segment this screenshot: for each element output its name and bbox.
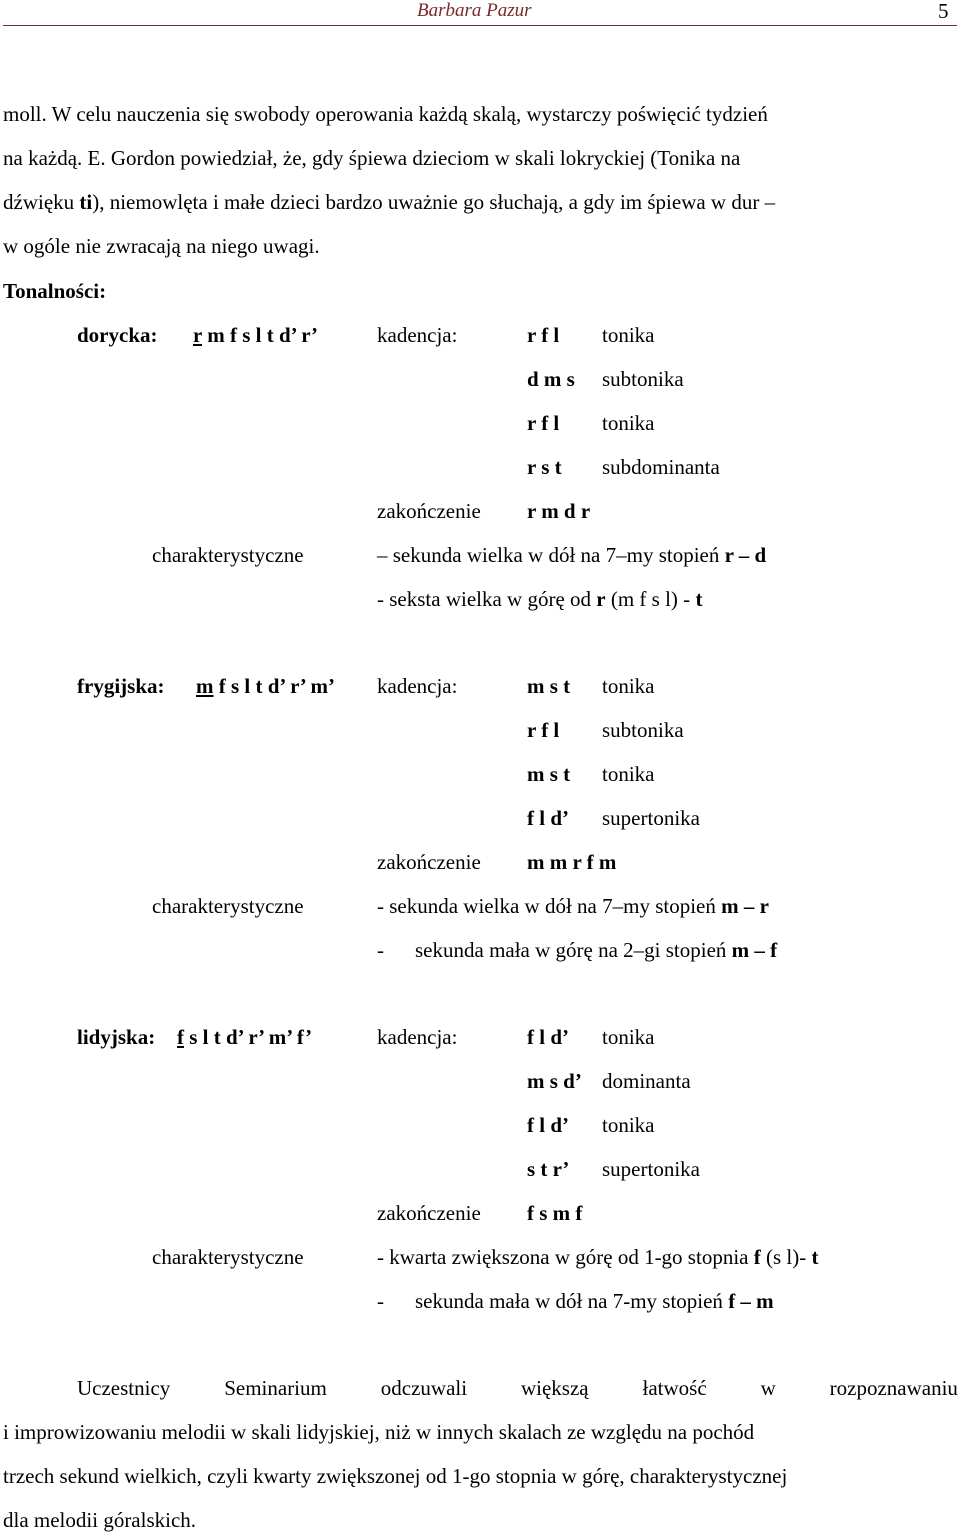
- intro-line-3-start: dźwięku: [3, 190, 80, 214]
- cadence-function: subtonika: [602, 367, 684, 391]
- ending-notes: r m d r: [527, 499, 591, 523]
- cadence-function: tonika: [602, 1113, 655, 1137]
- cadence-function: dominanta: [602, 1069, 691, 1093]
- characteristic-1: [377, 1247, 818, 1268]
- ending-notes: m m r f m: [527, 850, 617, 874]
- header-rule: [3, 25, 957, 26]
- word: Uczestnicy: [77, 1376, 171, 1400]
- closing-line-2: i improwizowaniu melodii w skali lidyjskiej, niż w innych skalach ze względu na pochód: [3, 1420, 755, 1444]
- zakonczenie-label: zakończenie: [377, 850, 481, 874]
- cadence-notes: r f l: [527, 718, 560, 742]
- closing-line-3: trzech sekund wielkich, czyli kwarty zwiększonej od 1-go stopnia w górę, charakterystycznej: [3, 1464, 788, 1488]
- scale-first-note: f: [177, 1025, 184, 1049]
- characteristic-text: sekunda mała w górę na 2–gi stopień: [415, 938, 732, 962]
- cadence-notes: r s t: [527, 455, 562, 479]
- closing-line-4: dla melodii góralskich.: [3, 1508, 197, 1532]
- characteristic-notes: r: [596, 587, 606, 611]
- word: w: [760, 1376, 776, 1400]
- cadence-notes: f l d’: [527, 1025, 569, 1049]
- zakonczenie-label: zakończenie: [377, 499, 481, 523]
- ending-notes: f s m f: [527, 1201, 583, 1225]
- word: Seminarium: [224, 1376, 327, 1400]
- word: rozpoznawaniu: [829, 1376, 958, 1400]
- mode-phrygian-name: frygijska:: [77, 674, 165, 698]
- header-author: Barbara Pazur: [417, 0, 532, 21]
- characteristic-notes: t: [811, 1245, 819, 1269]
- closing-line-1: [77, 1378, 958, 1399]
- intro-line-4: w ogóle nie zwracają na niego uwagi.: [3, 234, 320, 258]
- mode-dorian-scale: [193, 325, 318, 346]
- characteristic-text: - kwarta zwiększona w górę od 1-go stopnia: [377, 1245, 754, 1269]
- cadence-notes: m s t: [527, 762, 571, 786]
- characteristic-2: [377, 589, 702, 610]
- kadencja-label: kadencja:: [377, 1025, 458, 1049]
- scale-rest: f s l t d’ r’ m’: [213, 674, 335, 698]
- cadence-function: tonika: [602, 323, 655, 347]
- zakonczenie-label: zakończenie: [377, 1201, 481, 1225]
- mode-phrygian-scale: [196, 676, 335, 697]
- characteristic-text: sekunda mała w dół na 7-my stopień: [415, 1289, 729, 1313]
- cadence-function: tonika: [602, 411, 655, 435]
- characteristic-text: - sekunda wielka w dół na 7–my stopień: [377, 894, 722, 918]
- characteristic-2: [415, 940, 777, 961]
- characteristic-notes: m – r: [721, 894, 769, 918]
- cadence-function: tonika: [602, 762, 655, 786]
- cadence-notes: f l d’: [527, 1113, 569, 1137]
- cadence-notes: r f l: [527, 411, 560, 435]
- mode-lydian-scale: [177, 1027, 312, 1048]
- page-number: 5: [938, 0, 949, 23]
- ti-note: ti: [79, 190, 93, 214]
- cadence-notes: m s d’: [527, 1069, 582, 1093]
- cadence-function: tonika: [602, 674, 655, 698]
- intro-line-3: [3, 192, 775, 213]
- cadence-notes: r f l: [527, 323, 560, 347]
- intro-line-2: na każdą. E. Gordon powiedział, że, gdy śpiewa dzieciom w skali lokryckiej (Tonika na: [3, 146, 741, 170]
- kadencja-label: kadencja:: [377, 323, 458, 347]
- characteristic-text: (s l)-: [760, 1245, 812, 1269]
- characteristic-notes: t: [695, 587, 703, 611]
- word: łatwość: [642, 1376, 707, 1400]
- characteristic-notes: m – f: [731, 938, 778, 962]
- cadence-function: subtonika: [602, 718, 684, 742]
- cadence-function: supertonika: [602, 1157, 700, 1181]
- cadence-notes: d m s: [527, 367, 575, 391]
- characteristic-2-dash: -: [377, 1289, 384, 1313]
- cadence-function: tonika: [602, 1025, 655, 1049]
- page-header: [0, 0, 960, 26]
- charakterystyczne-label: charakterystyczne: [152, 543, 304, 567]
- intro-line-1: moll. W celu nauczenia się swobody operowania każdą skalą, wystarczy poświęcić tydzień: [3, 102, 768, 126]
- charakterystyczne-label: charakterystyczne: [152, 1245, 304, 1269]
- scale-first-note: m: [196, 674, 214, 698]
- characteristic-notes: r – d: [724, 543, 767, 567]
- word: odczuwali: [380, 1376, 468, 1400]
- scale-rest: s l t d’ r’ m’ f’: [184, 1025, 313, 1049]
- cadence-notes: f l d’: [527, 806, 569, 830]
- cadence-function: supertonika: [602, 806, 700, 830]
- characteristic-1: [377, 545, 766, 566]
- mode-lydian-name: lidyjska:: [77, 1025, 156, 1049]
- characteristic-text: - seksta wielka w górę od: [377, 587, 597, 611]
- characteristic-text: – sekunda wielka w dół na 7–my stopień: [377, 543, 725, 567]
- charakterystyczne-label: charakterystyczne: [152, 894, 304, 918]
- characteristic-notes: f: [753, 1245, 761, 1269]
- cadence-notes: s t r’: [527, 1157, 570, 1181]
- word: większą: [520, 1376, 589, 1400]
- cadence-notes: m s t: [527, 674, 571, 698]
- scale-first-note: r: [193, 323, 202, 347]
- characteristic-notes: f – m: [728, 1289, 774, 1313]
- cadence-function: subdominanta: [602, 455, 720, 479]
- kadencja-label: kadencja:: [377, 674, 458, 698]
- intro-line-3-end: ), niemowlęta i małe dzieci bardzo uważnie go słuchają, a gdy im śpiewa w dur –: [92, 190, 776, 214]
- mode-dorian-name: dorycka:: [77, 323, 158, 347]
- characteristic-2: [415, 1291, 774, 1312]
- characteristic-2-dash: -: [377, 938, 384, 962]
- section-title: Tonalności:: [3, 279, 107, 303]
- characteristic-1: [377, 896, 769, 917]
- characteristic-text: (m f s l) -: [605, 587, 696, 611]
- scale-rest: m f s l t d’ r’: [201, 323, 318, 347]
